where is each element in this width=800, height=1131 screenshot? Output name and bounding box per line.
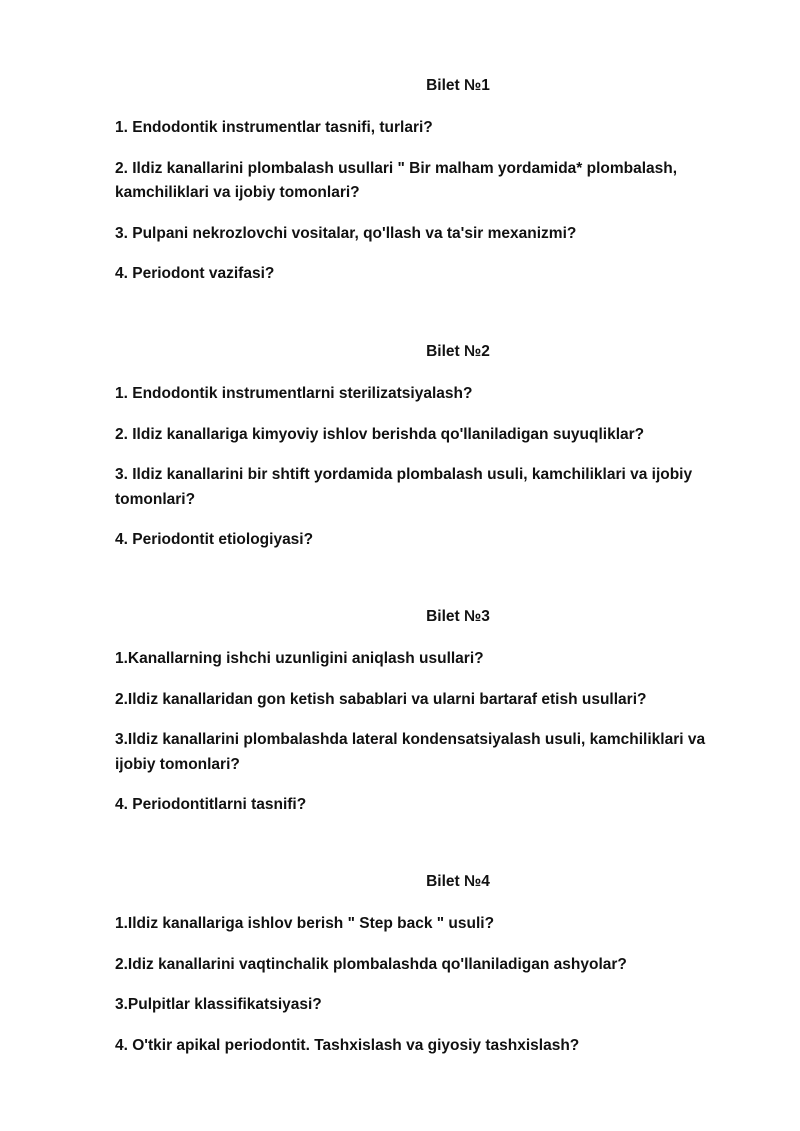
ticket-1 bbox=[115, 76, 745, 303]
question-item: 3. Ildiz kanallarini bir shtift yordamida plombalash usuli, kamchiliklari va ijobiy tomonlari? bbox=[115, 466, 693, 508]
question-item: 1. Endodontik instrumentlar tasnifi, turlari? bbox=[115, 119, 433, 136]
question-item: 3. Pulpani nekrozlovchi vositalar, qo'llash va ta'sir mexanizmi? bbox=[115, 224, 577, 242]
ticket-4 bbox=[115, 872, 745, 1074]
question-item: 2. Ildiz kanallariga kimyoviy ishlov berishda qo'llaniladigan suyuqliklar? bbox=[115, 425, 645, 443]
ticket-title: Bilet №3 bbox=[426, 608, 490, 625]
question-item: 1. Endodontik instrumentlarni sterilizatsiyalash? bbox=[115, 385, 473, 402]
question-item: 3.Ildiz kanallarini plombalashda lateral kondensatsiyalash usuli, kamchiliklari va ijobiy tomonlari? bbox=[115, 731, 706, 773]
question-item: 2.Ildiz kanallaridan gon ketish sabablari va ularni bartaraf etish usullari? bbox=[115, 690, 647, 708]
ticket-title: Bilet №1 bbox=[426, 77, 490, 94]
question-item: 4. Periodontitlarni tasnifi? bbox=[115, 796, 307, 813]
ticket-title: Bilet №4 bbox=[426, 873, 490, 890]
question-item: 1.Kanallarning ishchi uzunligini aniqlash usullari? bbox=[115, 650, 484, 667]
question-item: 4. Periodont vazifasi? bbox=[115, 265, 275, 282]
question-item: 2. Ildiz kanallarini plombalash usullari " Bir malham yordamida* plombalash, kamchiliklari va ijobiy tomonlari? bbox=[115, 159, 678, 201]
ticket-title: Bilet №2 bbox=[426, 343, 490, 360]
question-item: 3.Pulpitlar klassifikatsiyasi? bbox=[115, 996, 322, 1013]
ticket-2 bbox=[115, 342, 745, 569]
question-item: 2.Idiz kanallarini vaqtinchalik plombalashda qo'llaniladigan ashyolar? bbox=[115, 955, 627, 973]
question-item: 1.Ildiz kanallariga ishlov berish " Step back " usuli? bbox=[115, 915, 495, 932]
question-item: 4. Periodontit etiologiyasi? bbox=[115, 531, 314, 548]
question-item: 4. O'tkir apikal periodontit. Tashxislash va giyosiy tashxislash? bbox=[115, 1036, 580, 1054]
ticket-3 bbox=[115, 607, 745, 834]
